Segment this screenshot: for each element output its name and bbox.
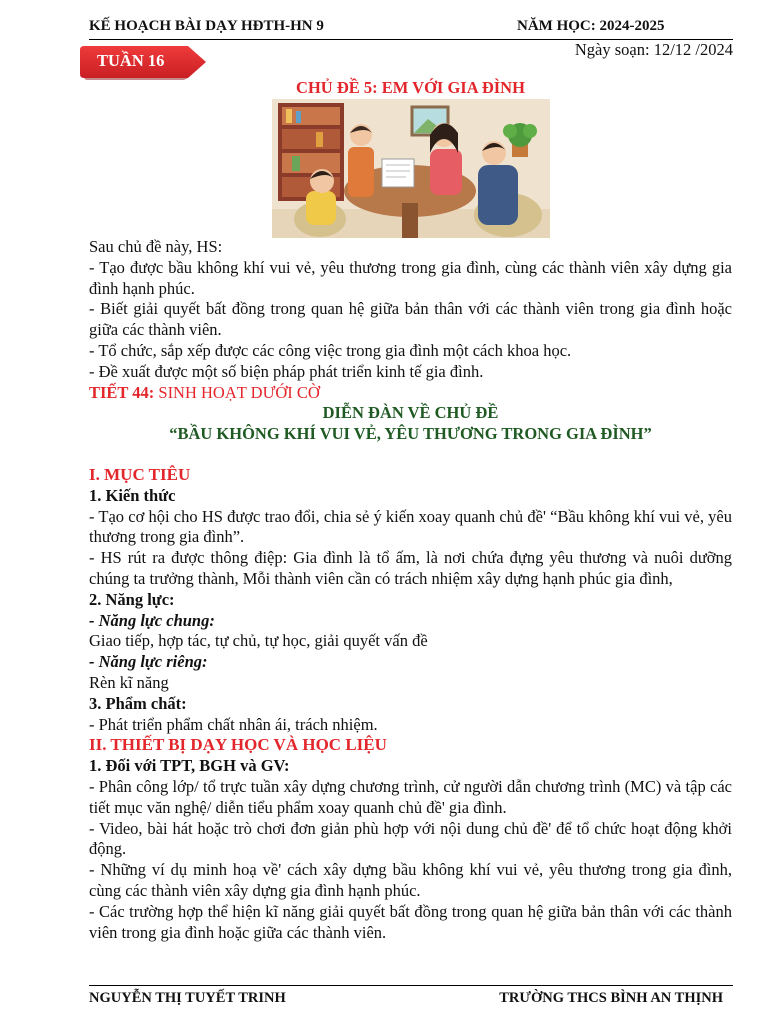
equipment-item: - Phân công lớp/ tổ trực tuần xây dựng chương trình, cử người dẫn chương trình (MC) và tập các tiết mục văn nghệ/ diễn tiểu phẩm xoay quanh chủ đề' gia đình.	[89, 776, 732, 817]
family-meeting-illustration	[272, 99, 550, 238]
knowledge-item: - Tạo cơ hội cho HS được trao đổi, chia sẻ ý kiến xoay quanh chủ đề' “Bầu không khí vui vẻ, yêu thương trong gia đình”.	[89, 506, 732, 547]
lesson-content	[89, 237, 732, 943]
specific-ability-text: Rèn kĩ năng	[89, 672, 169, 692]
lesson-label: TIẾT 44:	[89, 382, 155, 402]
forum-heading: DIỄN ĐÀN VỀ CHỦ ĐỀ	[322, 403, 499, 423]
ability-heading: 2. Năng lực:	[89, 589, 175, 609]
header-school-year: NĂM HỌC: 2024-2025	[517, 18, 665, 34]
preparation-date: Ngày soạn: 12/12 /2024	[574, 40, 733, 59]
intro-item: - Tạo được bầu không khí vui vẻ, yêu thương trong gia đình, cùng các thành viên xây dựng gia đình hạnh phúc.	[89, 257, 732, 298]
intro-item: - Biết giải quyết bất đồng trong quan hệ giữa bản thân với các thành viên trong gia đình hoặc giữa các thành viên.	[89, 299, 732, 340]
quality-text: - Phát triển phẩm chất nhân ái, trách nhiệm.	[89, 714, 378, 734]
general-ability-heading: - Năng lực chung:	[89, 610, 215, 630]
topic-title: CHỦ ĐỀ 5: EM VỚI GIA ĐÌNH	[296, 78, 525, 97]
section-objectives-title: I. MỤC TIÊU	[89, 464, 191, 484]
header-plan-title: KẾ HOẠCH BÀI DẠY HĐTH-HN 9	[89, 18, 324, 34]
week-badge	[80, 44, 208, 80]
intro-lead: Sau chủ đề này, HS:	[89, 237, 223, 256]
equipment-item: - Các trường hợp thể hiện kĩ năng giải quyết bất đồng trong quan hệ giữa bản thân với các thành viên trong gia đình hoặc giữa các thành viên.	[89, 901, 732, 942]
knowledge-item: - HS rút ra được thông điệp: Gia đình là tổ ấm, là nơi chứa đựng yêu thương và nuôi dưỡng chúng ta trưởng thành, Mỗi thành viên cần có trách nhiệm xây dựng hạnh phúc gia đình,	[89, 548, 732, 588]
knowledge-heading: 1. Kiến thức	[89, 485, 176, 505]
intro-item: - Đề xuất được một số biện pháp phát triển kinh tế gia đình.	[89, 361, 484, 381]
equipment-sub-heading: 1. Đối với TPT, BGH và GV:	[89, 756, 290, 776]
lesson-name: SINH HOẠT DƯỚI CỜ	[158, 382, 320, 402]
quality-heading: 3. Phẩm chất:	[89, 693, 187, 713]
week-label: TUẦN 16	[97, 51, 165, 70]
footer-school-name: TRƯỜNG THCS BÌNH AN THỊNH	[499, 990, 723, 1006]
equipment-item: - Video, bài hát hoặc trò chơi đơn giản phù hợp với nội dung chủ đề' để tổ chức hoạt động khởi động.	[89, 818, 732, 859]
specific-ability-heading: - Năng lực riêng:	[89, 652, 208, 672]
equipment-item: - Những ví dụ minh hoạ về' cách xây dựng bầu không khí vui vẻ, yêu thương trong gia đình, cùng các thành viên xây dựng gia đình hạnh phúc.	[89, 860, 732, 900]
section-equipment-title: II. THIẾT BỊ DẠY HỌC VÀ HỌC LIỆU	[89, 735, 387, 755]
lesson-line	[89, 383, 732, 404]
footer-teacher-name: NGUYỄN THỊ TUYẾT TRINH	[89, 990, 286, 1006]
general-ability-text: Giao tiếp, hợp tác, tự chủ, tự học, giải quyết vấn đề	[89, 631, 428, 651]
page-header	[89, 17, 733, 40]
intro-item: - Tổ chức, sắp xếp được các công việc trong gia đình một cách khoa học.	[89, 340, 572, 360]
forum-topic: “BẦU KHÔNG KHÍ VUI VẺ, YÊU THƯƠNG TRONG GIA ĐÌNH”	[169, 424, 652, 444]
page-footer	[89, 985, 733, 1006]
